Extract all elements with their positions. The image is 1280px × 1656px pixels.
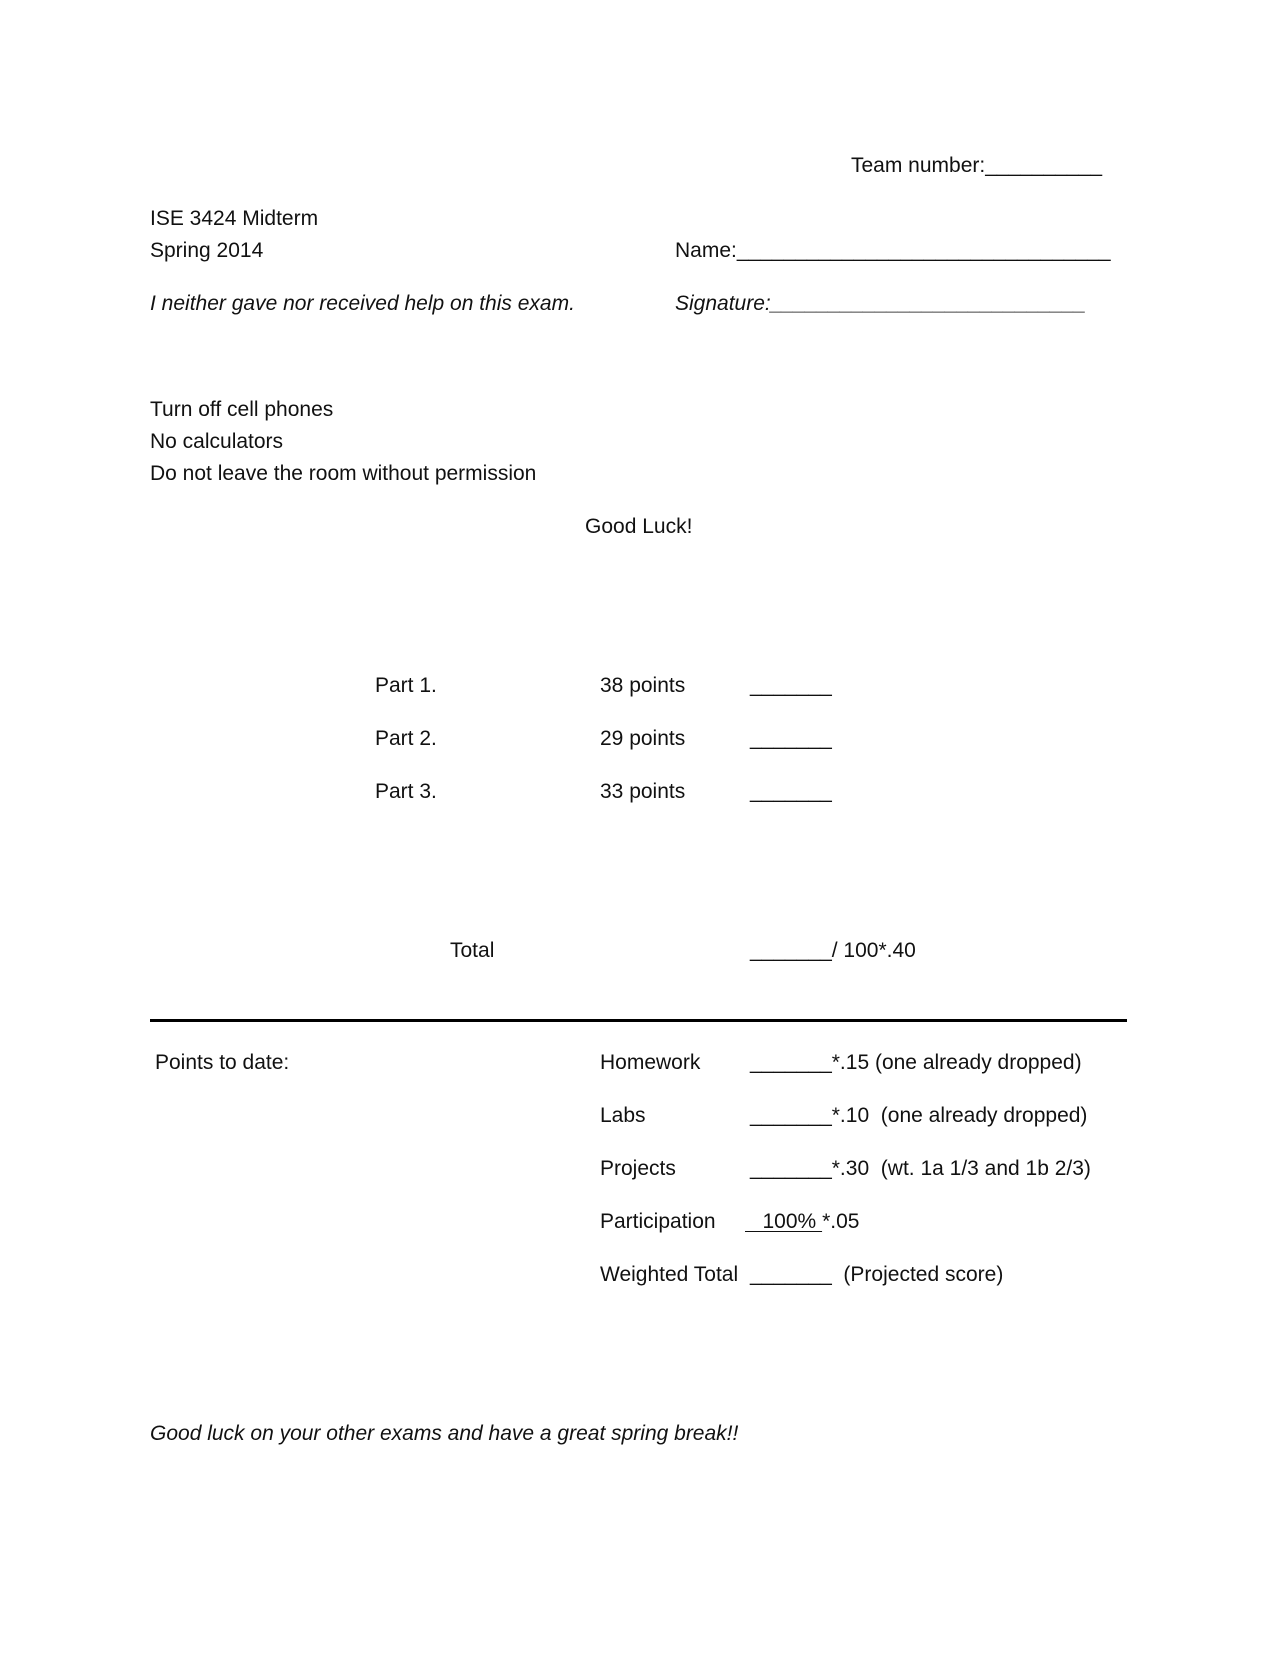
points-to-date-label: Points to date:: [155, 1051, 290, 1074]
grade-row-value[interactable]: _______*.10 (one already dropped): [750, 1104, 1088, 1127]
part-score-blank[interactable]: _______: [750, 674, 832, 697]
grade-row-label: Weighted Total: [600, 1263, 739, 1286]
term-label: Spring 2014: [150, 239, 264, 262]
grade-row-label: Labs: [600, 1104, 646, 1127]
part-label: Part 3.: [375, 780, 437, 803]
honor-statement: I neither gave nor received help on this exam.: [150, 292, 575, 315]
total-label: Total: [450, 939, 495, 962]
section-divider: [150, 1019, 1127, 1022]
part-points: 38 points: [600, 674, 686, 697]
grade-row-value[interactable]: _______*.30 (wt. 1a 1/3 and 1b 2/3): [750, 1157, 1091, 1180]
course-title: ISE 3424 Midterm: [150, 207, 319, 230]
name-field[interactable]: Name:________________________________: [675, 239, 1111, 262]
grade-row-value[interactable]: _______ (Projected score): [750, 1263, 1004, 1286]
instruction-item: No calculators: [150, 430, 284, 453]
participation-weight: *.05: [822, 1210, 860, 1233]
good-luck-text: Good Luck!: [585, 515, 693, 538]
total-score-blank[interactable]: _______/ 100*.40: [750, 939, 916, 962]
grade-row-label: Projects: [600, 1157, 676, 1180]
instruction-item: Do not leave the room without permission: [150, 462, 537, 485]
team-number-field[interactable]: Team number:__________: [851, 154, 1103, 177]
part-score-blank[interactable]: _______: [750, 727, 832, 750]
closing-message: Good luck on your other exams and have a great spring break!!: [150, 1422, 739, 1445]
grade-row-label: Homework: [600, 1051, 701, 1074]
part-points: 29 points: [600, 727, 686, 750]
grade-row-label: Participation: [600, 1210, 716, 1233]
participation-value: [745, 1211, 859, 1232]
part-points: 33 points: [600, 780, 686, 803]
part-score-blank[interactable]: _______: [750, 780, 832, 803]
part-label: Part 1.: [375, 674, 437, 697]
part-label: Part 2.: [375, 727, 437, 750]
instruction-item: Turn off cell phones: [150, 398, 334, 421]
participation-score: 100%: [745, 1210, 823, 1233]
grade-row-value[interactable]: _______*.15 (one already dropped): [750, 1051, 1082, 1074]
signature-field[interactable]: Signature:___________________________: [675, 292, 1087, 315]
